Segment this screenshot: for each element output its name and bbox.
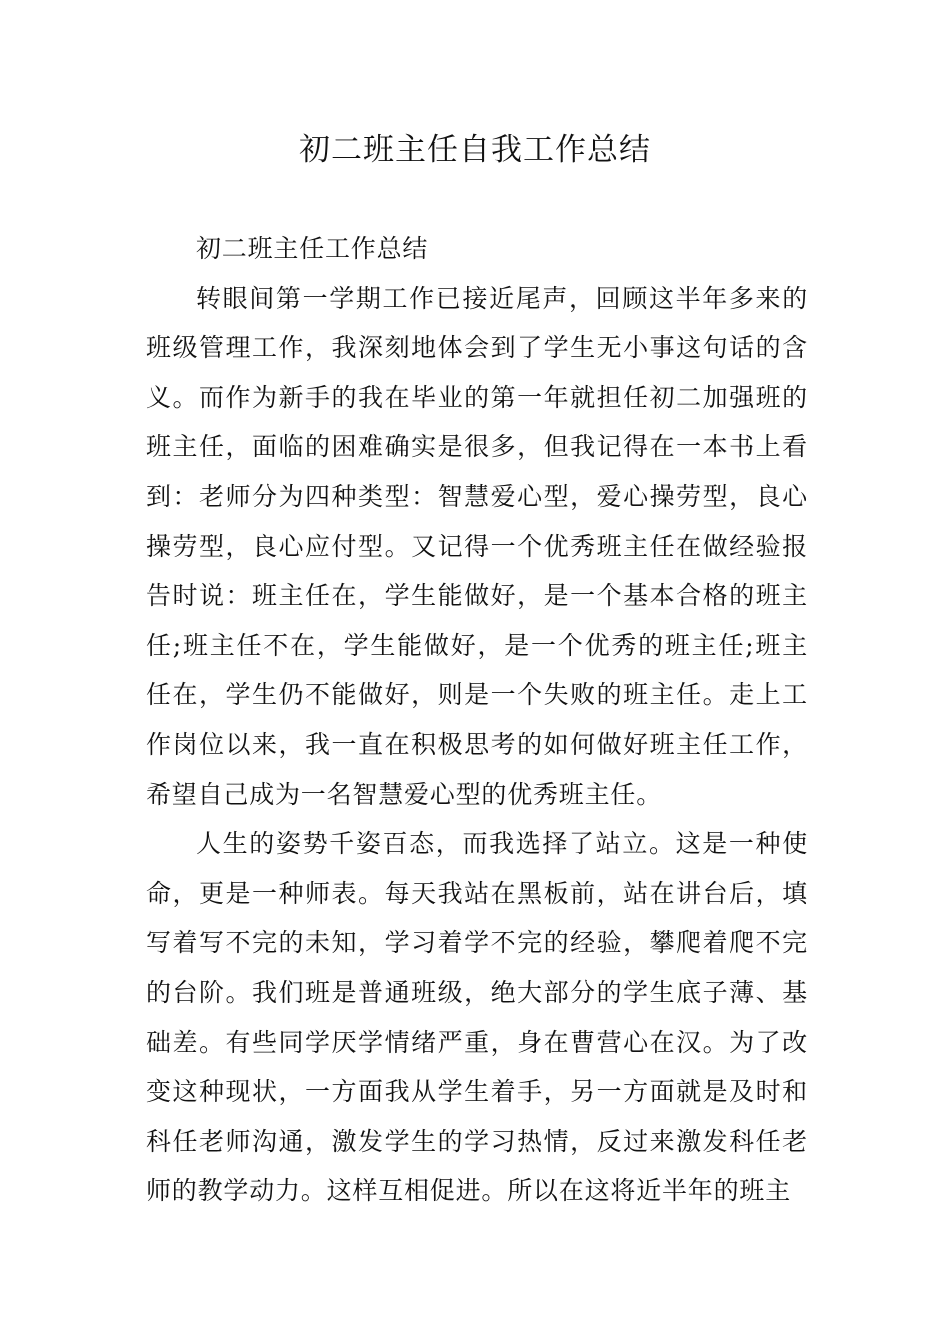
document-title: 初二班主任自我工作总结 (299, 132, 651, 168)
body-paragraph-2: 人生的姿势千姿百态，而我选择了站立。这是一种使命，更是一种师表。每天我站在黑板前，站在讲台后，填写着写不完的未知，学习着学不完的经验，攀爬着爬不完的台阶。我们班是普通班级，绝大部分的学生底子薄、基础差。有些同学厌学情绪严重，身在曹营心在汉。为了改变这种现状，一方面我从学生着手，另一方面就是及时和科任老师沟通，激发学生的学习热情，反过来激发科任老师的教学动力。这样互相促进。所以在这将近半年的班主 (146, 829, 808, 1206)
document-body (146, 224, 808, 1216)
subtitle-paragraph: 初二班主任工作总结 (196, 234, 429, 263)
body-paragraph-1: 转眼间第一学期工作已接近尾声，回顾这半年多来的班级管理工作，我深刻地体会到了学生无小事这句话的含义。而作为新手的我在毕业的第一年就担任初二加强班的班主任，面临的困难确实是很多，但我记得在一本书上看到：老师分为四种类型：智慧爱心型，爱心操劳型，良心操劳型，良心应付型。又记得一个优秀班主任在做经验报告时说：班主任在，学生能做好，是一个基本合格的班主任;班主任不在，学生能做好，是一个优秀的班主任;班主任在，学生仍不能做好，则是一个失败的班主任。走上工作岗位以来，我一直在积极思考的如何做好班主任工作，希望自己成为一名智慧爱心型的优秀班主任。 (146, 283, 808, 809)
